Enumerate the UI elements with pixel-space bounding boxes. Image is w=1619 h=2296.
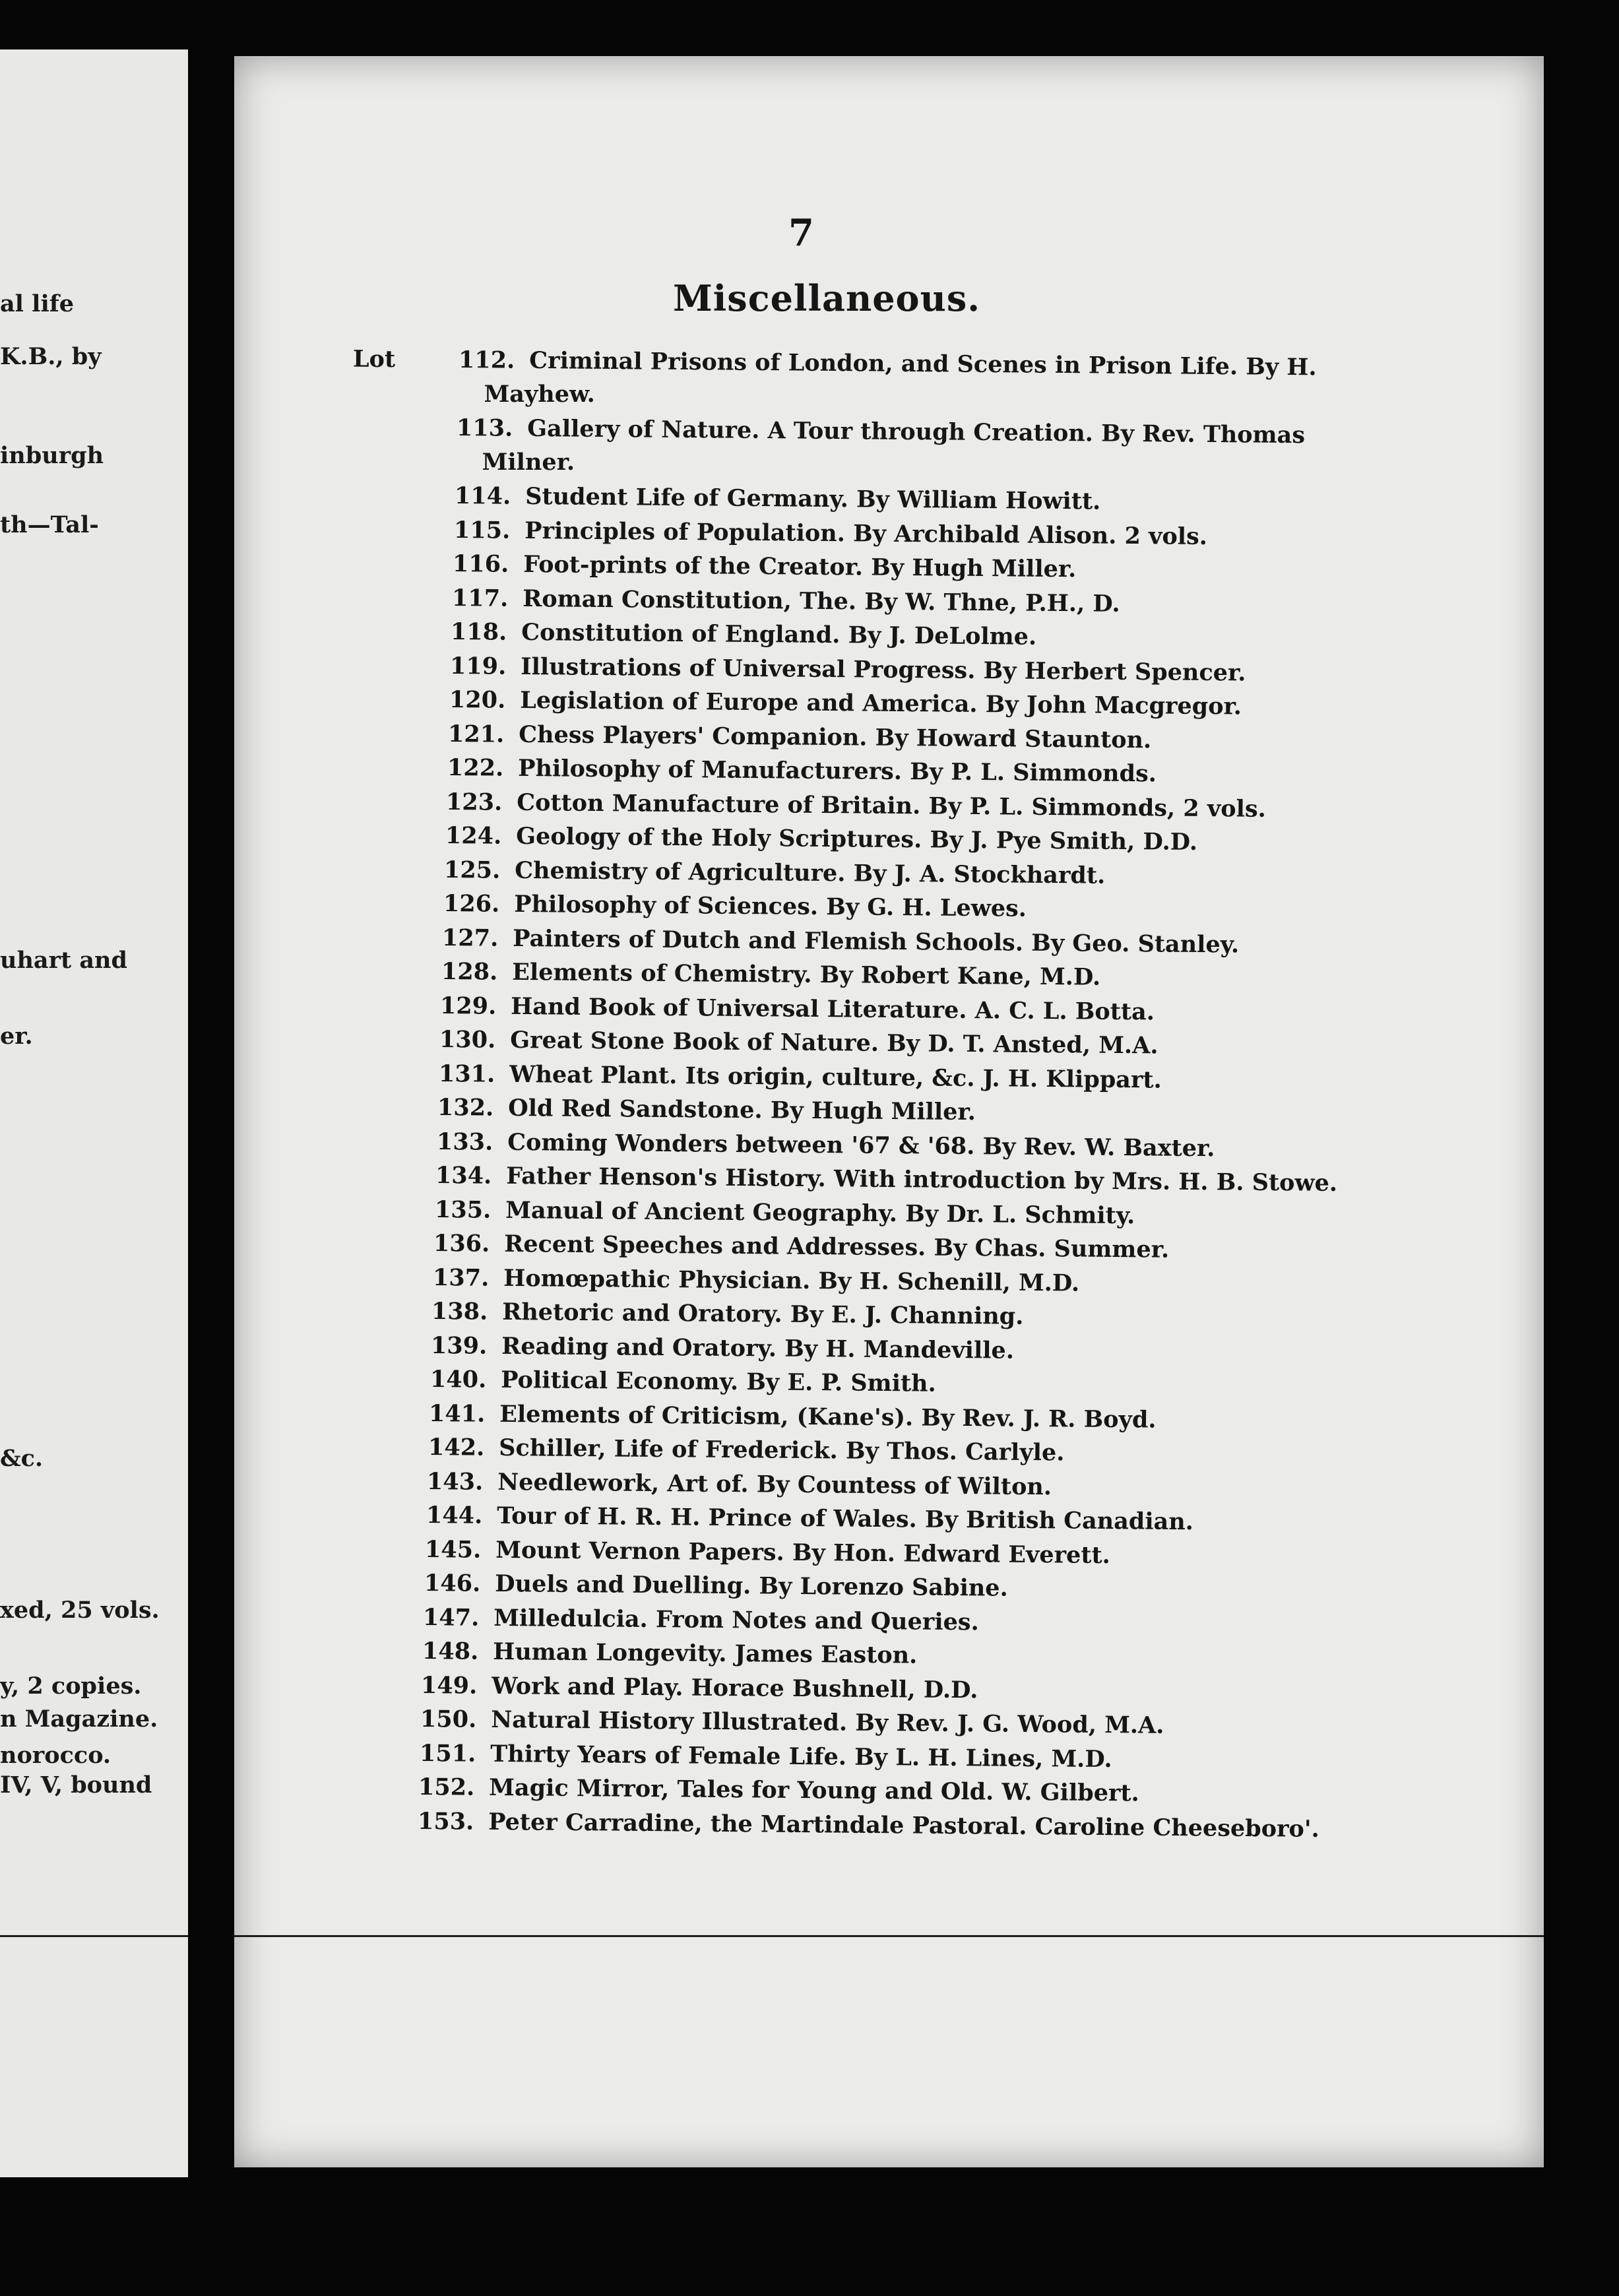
lot-number: 142. [428,1434,485,1461]
lot-entry [444,856,1106,889]
lot-title: Geology of the Holy Scriptures. By J. Pye Smith, D.D. [515,822,1197,856]
lot-title: Foot-prints of the Creator. By Hugh Miller. [523,550,1077,583]
lot-number: 115. [453,516,511,544]
lot-entry [427,1468,1052,1500]
lot-title: Gallery of Nature. A Tour through Creation. By Rev. Thomas [527,414,1306,449]
lot-number: 117. [451,584,509,612]
lot-entry [435,1196,1135,1229]
lot-number: 133. [436,1128,493,1156]
lot-number: 123. [445,788,503,816]
lot-number: 139. [430,1331,488,1360]
lot-number: 143. [426,1467,484,1496]
lot-number: 146. [424,1570,481,1597]
lot-number: 135. [434,1196,492,1224]
lot-number: 149. [421,1671,478,1700]
lot-title: Political Economy. By E. P. Smith. [500,1366,936,1397]
left-page-text: xed, 25 vols. [0,1597,160,1624]
lot-entry [422,1638,918,1669]
lot-title: Mount Vernon Papers. By Hon. Edward Everett. [495,1536,1111,1569]
lot-number: 130. [439,1026,496,1054]
lot-title: Legislation of Europe and America. By John Macgregor. [519,686,1242,720]
lot-number: 119. [449,652,507,680]
lot-title: Criminal Prisons of London, and Scenes in Prison Life. By H. [529,346,1317,381]
lot-title: Chemistry of Agriculture. By J. A. Stockhardt. [515,856,1106,889]
lot-number: 141. [428,1399,486,1428]
lot-title: Father Henson's History. With introduction by Mrs. H. B. Stowe. [506,1162,1338,1197]
lot-title: Peter Carradine, the Martindale Pastoral. Caroline Cheeseboro'. [488,1808,1319,1843]
left-page-text: inburgh [0,442,104,469]
lot-title: Recent Speeches and Addresses. By Chas. Summer. [504,1230,1170,1263]
lot-number: 145. [425,1535,482,1564]
lot-entry [431,1298,1024,1330]
lot-entry [419,1740,1112,1773]
lot-title: Thirty Years of Female Life. By L. H. Lines, M.D. [490,1740,1112,1773]
left-page-text: n Magazine. [0,1706,158,1733]
lot-title-continuation: Mayhew. [484,380,595,408]
lot-title-continuation: Milner. [482,448,575,476]
lot-number: 125. [444,856,501,884]
lot-number: 140. [429,1366,486,1393]
lot-entry [429,1366,936,1397]
lot-entry [443,890,1027,922]
lot-entry [440,992,1155,1025]
left-page-rule [0,1935,188,1937]
lot-entry [452,585,1120,618]
lot-title: Cotton Manufacture of Britain. By P. L. Simmonds, 2 vols. [517,788,1267,823]
lot-title: Manual of Ancient Geography. By Dr. L. Schmity. [505,1196,1135,1229]
lot-title: Coming Wonders between '67 & '68. By Rev. W. Baxter. [507,1128,1215,1162]
left-page-text: IV, V, bound [0,1771,152,1799]
lot-prefix: Lot [352,345,396,373]
lot-number: 116. [453,550,509,578]
lot-number: 151. [419,1739,476,1768]
lot-title: Milledulcia. From Notes and Queries. [493,1604,980,1636]
lot-number: 127. [442,924,499,952]
lot-title: Old Red Sandstone. By Hugh Miller. [508,1094,976,1126]
lot-number: 124. [445,822,502,850]
lot-title: Human Longevity. James Easton. [492,1638,918,1669]
lot-entry [425,1536,1110,1569]
lot-number: 114. [455,482,511,510]
lot-title: Reading and Oratory. By H. Mandeville. [501,1332,1015,1364]
lot-title: Elements of Criticism, (Kane's). By Rev. J. R. Boyd. [499,1400,1157,1434]
lot-number: 144. [426,1502,483,1529]
lot-title: Chess Players' Companion. By Howard Staunton. [519,720,1152,753]
lot-number: 122. [447,754,504,782]
section-title: Miscellaneous. [673,277,981,319]
left-page-text: th—Tal- [0,511,99,538]
lot-number: 126. [443,890,500,918]
lot-title: Duels and Duelling. By Lorenzo Sabine. [494,1570,1008,1602]
lot-number: 121. [447,720,505,748]
lot-number: 153. [417,1807,474,1835]
lot-title: Student Life of Germany. By William Howitt. [525,482,1101,515]
lot-title: Great Stone Book of Nature. By D. T. Ansted, M.A. [510,1026,1159,1060]
lot-title: Illustrations of Universal Progress. By Herbert Spencer. [521,653,1246,687]
page-bottom-rule [234,1935,1544,1937]
lot-entry [455,482,1101,515]
left-page-text: norocco. [0,1742,111,1769]
lot-title: Philosophy of Manufacturers. By P. L. Simmonds. [517,754,1157,788]
lot-title: Homœpathic Physician. By H. Schenill, M.D. [503,1264,1080,1297]
lot-number: 129. [440,992,497,1020]
left-page-text: al life [0,290,75,317]
page-number: 7 [788,211,814,255]
lot-entry [428,1434,1064,1466]
lot-entry [431,1332,1014,1364]
lot-entry [453,550,1077,583]
lot-entry [437,1094,976,1126]
lot-number: 134. [435,1162,492,1190]
left-page-text: K.B., by [0,343,102,370]
lot-title: Philosophy of Sciences. By G. H. Lewes. [513,890,1027,922]
left-page-text: uhart and [0,947,127,974]
lot-number: 112. [458,346,515,374]
lot-title: Principles of Population. By Archibald Alison. 2 vols. [524,517,1207,550]
lot-number: 132. [437,1094,494,1122]
lot-title: Constitution of England. By J. DeLolme. [521,618,1037,651]
lot-title: Wheat Plant. Its origin, culture, &c. J. H. Klippart. [509,1060,1162,1094]
lot-number: 113. [456,414,513,442]
lot-number: 120. [449,686,505,714]
lot-number: 147. [423,1603,480,1632]
lot-title: Work and Play. Horace Bushnell, D.D. [492,1672,979,1704]
lot-number: 138. [431,1298,488,1325]
lot-number: 152. [418,1773,475,1801]
lot-title: Roman Constitution, The. By W. Thne, P.H., D. [522,585,1120,618]
lot-title: Elements of Chemistry. By Robert Kane, M.D. [511,958,1101,991]
lot-title: Schiller, Life of Frederick. By Thos. Carlyle. [498,1434,1065,1467]
lot-title: Painters of Dutch and Flemish Schools. By Geo. Stanley. [513,924,1240,959]
lot-title: Rhetoric and Oratory. By E. J. Channing. [502,1298,1025,1330]
left-page-text: er. [0,1023,33,1050]
left-page-fragment [0,49,188,2177]
lot-number: 150. [420,1706,477,1733]
left-page-text: &c. [0,1445,44,1472]
lot-number: 118. [451,618,507,646]
lot-title: Needlework, Art of. By Countess of Wilton. [497,1468,1052,1500]
lot-entry [421,1672,978,1704]
lot-number: 148. [422,1638,479,1665]
left-page-text: y, 2 copies. [0,1673,142,1700]
lot-title: Natural History Illustrated. By Rev. J. G. Wood, M.A. [491,1706,1164,1739]
lot-number: 137. [432,1263,490,1292]
lot-entry [423,1604,979,1636]
lot-number: 128. [441,958,498,986]
lot-entry [441,958,1101,991]
lot-title: Hand Book of Universal Literature. A. C. L. Botta. [511,992,1155,1025]
lot-entry [424,1570,1008,1602]
lot-number: 136. [433,1230,490,1258]
lot-title: Magic Mirror, Tales for Young and Old. W. Gilbert. [489,1773,1140,1807]
lot-entry [448,720,1152,753]
lot-entry [451,618,1037,651]
lot-title: Tour of H. R. H. Prince of Wales. By British Canadian. [496,1502,1193,1536]
lot-entry [433,1264,1080,1297]
lot-number: 131. [438,1060,495,1088]
